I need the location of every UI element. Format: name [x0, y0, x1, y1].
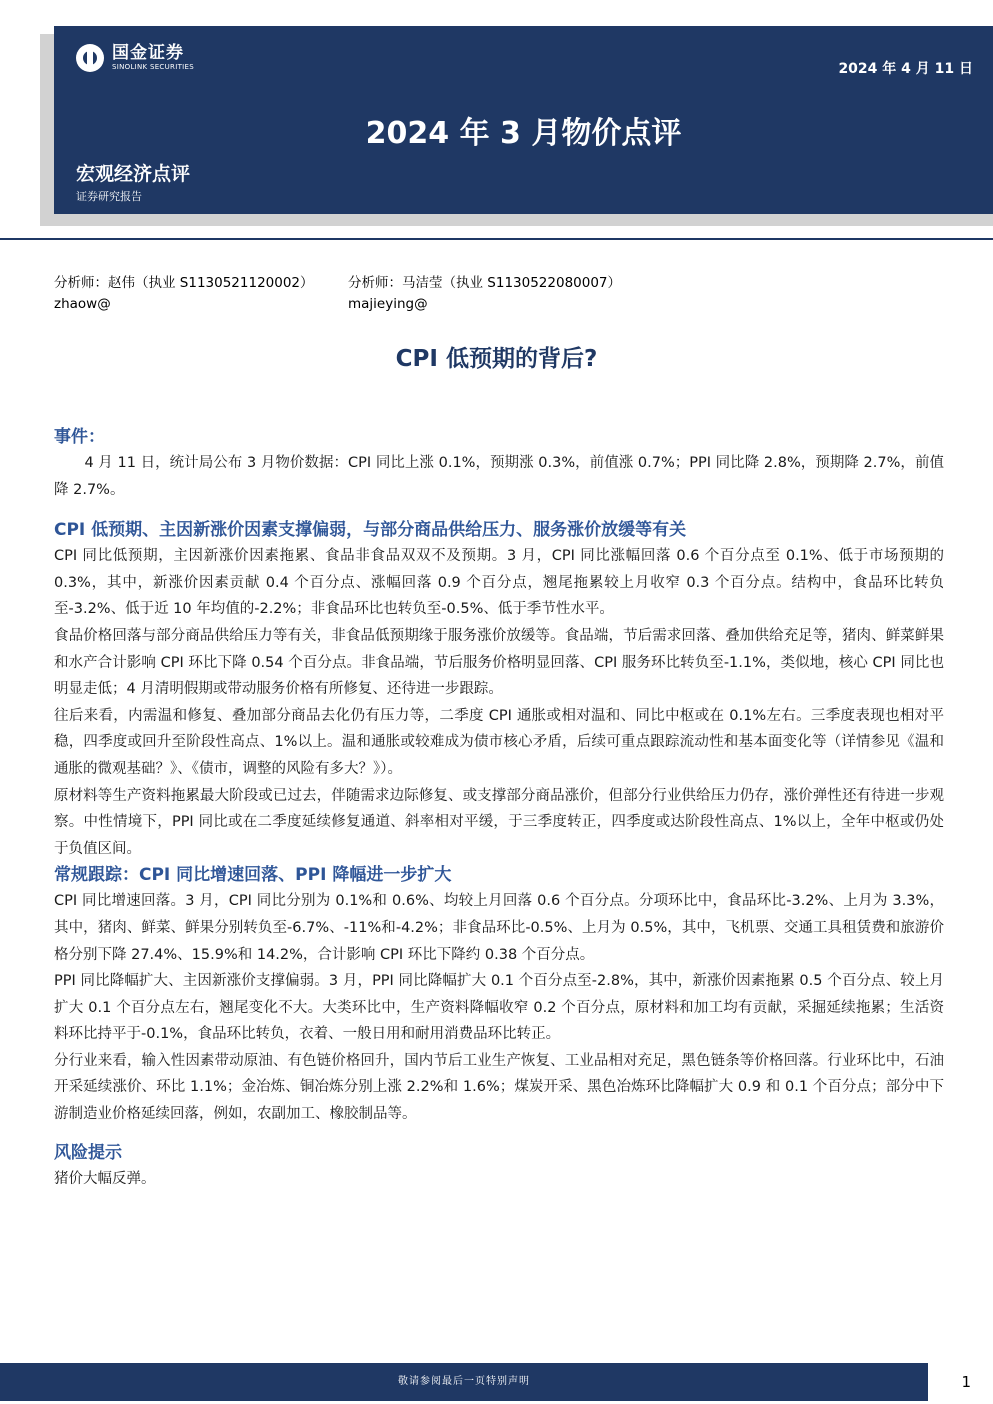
- tracking-paragraph-1: CPI 同比增速回落。3 月，CPI 同比分别为 0.1%和 0.6%、均较上月回落 0.6 个百分点。分项环比中，食品环比-3.2%、上月为 3.3%，其中，猪肉、鲜菜、鲜果分别转负至-6.7%、-11%和-4.2%；非食品环比-0.5%、上月为 0.5%，其中，飞机票、交通工具租赁费和旅游价格分别下降 27.4%、15.9%和 14.2%，合计影响 CPI 环比下降约 0.38 个百分点。: [54, 893, 944, 963]
- report-subcategory: 证券研究报告: [76, 190, 142, 203]
- analyst-1-email[interactable]: zhaow@: [54, 296, 111, 312]
- company-logo: [76, 44, 194, 72]
- tracking-paragraph-3: 分行业来看，输入性因素带动原油、有色链价格回升，国内节后工业生产恢复、工业品相对充足，黑色链条等价格回落。行业环比中，石油开采延续涨价、环比 1.1%；金冶炼、铜冶炼分别上涨 2.2%和 1.6%；煤炭开采、黑色冶炼环比降幅扩大 0.9 和 0.1 个百分点；部分中下游制造业价格延续回落，例如，农副加工、橡胶制品等。: [54, 1052, 944, 1123]
- analyst-1-label: 分析师：赵伟（执业 S1130521120002）: [54, 275, 314, 291]
- cpi-paragraph-1: CPI 同比低预期，主因新涨价因素拖累、食品非食品双双不及预期。3 月，CPI 同比涨幅回落 0.6 个百分点至 0.1%、低于市场预期的 0.3%，其中，新涨价因素贡献 0.4 个百分点、涨幅回落 0.9 个百分点，翘尾拖累较上月收窄 0.3 个百分点。结构中，食品环比转负至-3.2%、低于近 10 年均值的-2.2%；非食品环比也转负至-0.5%、低于季节性水平。: [54, 548, 944, 618]
- analyst-2-label: 分析师：马洁莹（执业 S1130522080007）: [348, 275, 622, 291]
- cpi-paragraph-3: 往后来看，内需温和修复、叠加部分商品去化仍有压力等，二季度 CPI 通胀或相对温和、同比中枢或在 0.1%左右。三季度表现也相对平稳，四季度或回升至阶段性高点、1%以上。温和通胀或较难成为债市核心矛盾，后续可重点跟踪流动性和基本面变化等（详情参见《温和通胀的微观基础？》、《债市，调整的风险有多大？》）。: [54, 707, 944, 777]
- analyst-1: [54, 273, 314, 315]
- report-header-banner: [54, 26, 993, 214]
- section-heading-tracking: 常规跟踪：CPI 同比增速回落、PPI 降幅进一步扩大: [54, 865, 452, 886]
- event-paragraph: 4 月 11 日，统计局公布 3 月物价数据：CPI 同比上涨 0.1%，预期涨 0.3%，前值涨 0.7%；PPI 同比降 2.8%，预期降 2.7%，前值降 2.7%。: [54, 455, 944, 498]
- header-divider: [0, 238, 993, 240]
- tracking-paragraph-2: PPI 同比降幅扩大、主因新涨价支撑偏弱。3 月，PPI 同比降幅扩大 0.1 个百分点至-2.8%，其中，新涨价因素拖累 0.5 个百分点、较上月扩大 0.1 个百分点左右，翘尾变化不大。大类环比中，生产资料降幅收窄 0.2 个百分点，原材料和加工均有贡献，采掘延续拖累；生活资料环比持平于-0.1%，食品环比转负，衣着、一般日用和耐用消费品环比转正。: [54, 973, 944, 1043]
- sinolink-logo-icon: [76, 44, 104, 72]
- page-number: 1: [961, 1373, 971, 1391]
- report-category: 宏观经济点评: [76, 163, 191, 185]
- report-headline: CPI 低预期的背后?: [395, 346, 598, 372]
- cpi-paragraph-2: 食品价格回落与部分商品供给压力等有关，非食品低预期缘于服务涨价放缓等。食品端，节后需求回落、叠加供给充足等，猪肉、鲜菜鲜果和水产合计影响 CPI 环比下降 0.54 个百分点。非食品端，节后服务价格明显回落、CPI 服务环比转负至-1.1%，类似地，核心 CPI 同比也明显走低；4 月清明假期或带动服务价格有所修复、还待进一步跟踪。: [54, 627, 944, 698]
- logo-cn-text: 国金证券: [112, 43, 184, 63]
- report-title: 2024 年 3 月物价点评: [365, 116, 682, 151]
- cpi-paragraph-4: 原材料等生产资料拖累最大阶段或已过去，伴随需求边际修复、或支撑部分商品涨价，但部分行业供给压力仍存，涨价弹性还有待进一步观察。中性情境下，PPI 同比或在二季度延续修复通道、斜率相对平缓，于三季度转正，四季度或达阶段性高点、1%以上，全年中枢或仍处于负值区间。: [54, 787, 944, 857]
- section-heading-event: 事件：: [54, 427, 105, 447]
- analyst-2-email[interactable]: majieying@: [348, 296, 428, 312]
- report-date: 2024 年 4 月 11 日: [838, 61, 973, 77]
- logo-en-text: SINOLINK SECURITIES: [112, 63, 194, 71]
- analyst-2: [348, 273, 621, 315]
- report-body: [54, 424, 944, 1192]
- footer-notice: 敬请参阅最后一页特别声明: [0, 1363, 928, 1401]
- risk-paragraph: 猪价大幅反弹。: [54, 1170, 156, 1187]
- section-heading-risk: 风险提示: [54, 1142, 122, 1163]
- section-heading-cpi: CPI 低预期、主因新涨价因素支撑偏弱，与部分商品供给压力、服务涨价放缓等有关: [54, 520, 687, 541]
